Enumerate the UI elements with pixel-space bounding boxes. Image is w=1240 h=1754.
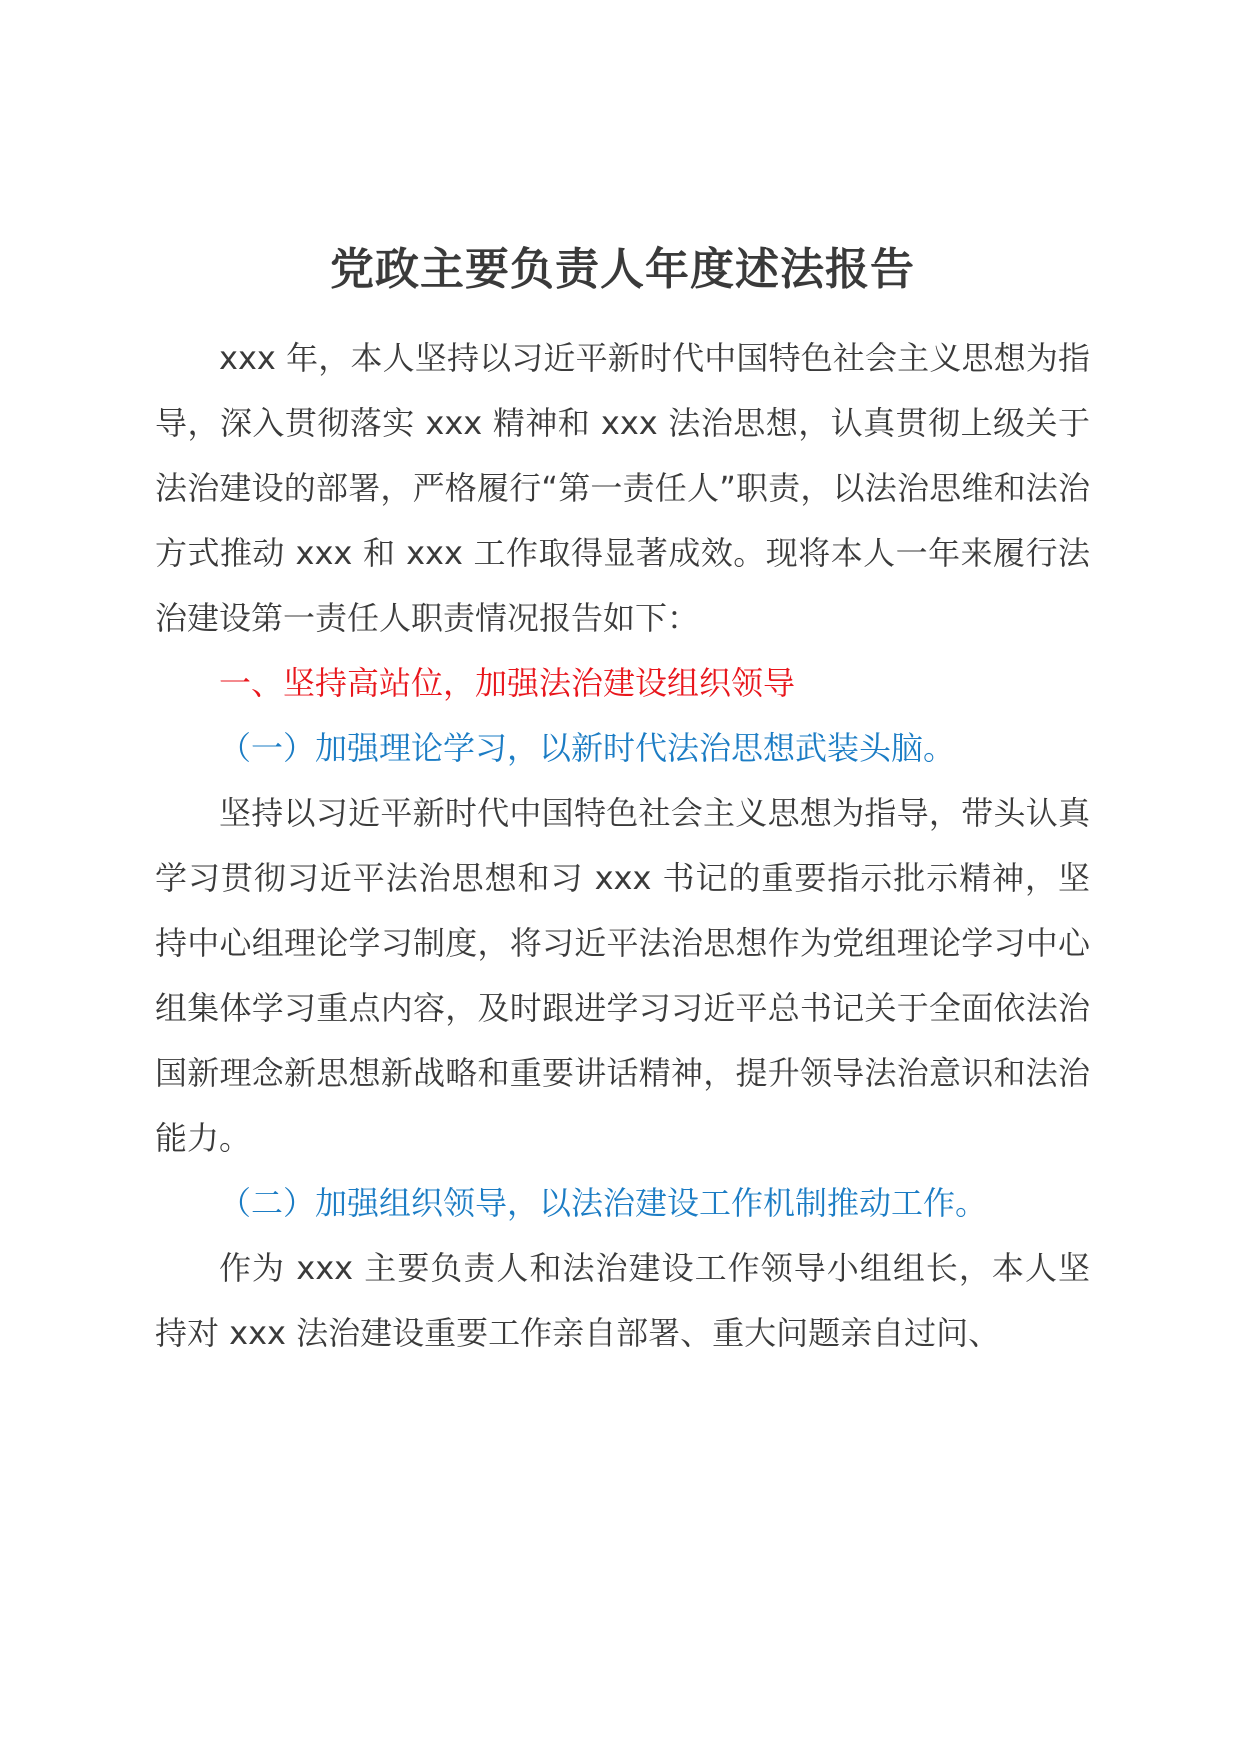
section-heading-1: 一、坚持高站位，加强法治建设组织领导 <box>219 664 796 702</box>
document-title: 党政主要负责人年度述法报告 <box>330 244 915 295</box>
subsection-heading-1: （一）加强理论学习，以新时代法治思想武装头脑。 <box>219 729 956 767</box>
document-page <box>155 240 1090 1366</box>
body-paragraph-2: 作为 xxx 主要负责人和法治建设工作领导小组组长，本人坚持对 xxx 法治建设重要工作亲自部署、重大问题亲自过问、 <box>155 1249 1090 1352</box>
body-paragraph-1: 坚持以习近平新时代中国特色社会主义思想为指导，带头认真学习贯彻习近平法治思想和习 xxx 书记的重要指示批示精神，坚持中心组理论学习制度，将习近平法治思想作为党组理论学习中心组集体学习重点内容，及时跟进学习习近平总书记关于全面依法治国新理念新思想新战略和重要讲话精神，提升领导法治意识和法治能力。 <box>155 794 1090 1157</box>
intro-paragraph: xxx 年，本人坚持以习近平新时代中国特色社会主义思想为指导，深入贯彻落实 xxx 精神和 xxx 法治思想，认真贯彻上级关于法治建设的部署，严格履行“第一责任人”职责，以法治思维和法治方式推动 xxx 和 xxx 工作取得显著成效。现将本人一年来履行法治建设第一责任人职责情况报告如下： <box>155 339 1090 637</box>
subsection-heading-2: （二）加强组织领导，以法治建设工作机制推动工作。 <box>219 1184 988 1222</box>
